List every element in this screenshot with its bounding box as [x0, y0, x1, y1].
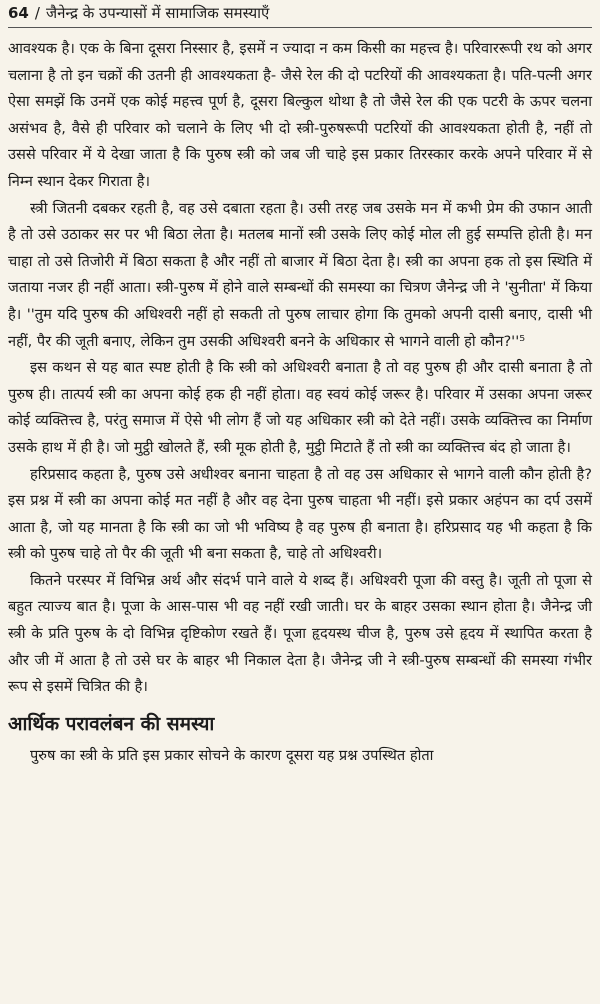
book-title: जैनेन्द्र के उपन्यासों में सामाजिक समस्याएँ — [45, 4, 270, 22]
header-separator: / — [34, 4, 40, 22]
section-heading: आर्थिक परावलंबन की समस्या — [8, 712, 215, 735]
running-header — [8, 0, 592, 28]
paragraph-3: इस कथन से यह बात स्पष्ट होती है कि स्त्री को अधिश्वरी बनाता है तो वह पुरुष ही और दासी बनाता है तो पुरुष ही। तात्पर्य स्त्री का अपना कोई हक ही नहीं होता। वह स्वयं कोई जरूर है। परिवार में उसका अपना जरूर कोई व्यक्तित्त्व है, परंतु समाज में ऐसे भी लोग हैं जो यह अधिकार स्त्री को देते नहीं। उसके व्यक्तित्त्व का निर्माण उसके हाथ में ही है। जो मुट्ठी खोलते हैं, स्त्री मूक होती है, मुट्ठी मिटाते हैं तो स्त्री का व्यक्तित्त्व बंद हो जाता है। — [8, 359, 592, 456]
paragraph-4: हरिप्रसाद कहता है, पुरुष उसे अधीश्वर बनाना चाहता है तो वह उस अधिकार से भागने वाली कौन होती है? इस प्रश्न में स्त्री का अपना कोई मत नहीं है और वह देना पुरुष चाहता भी नहीं। इसे प्रकार अहंपन का दर्प उसमें आता है, जो यह मानता है कि स्त्री का जो भी भविष्य है वह पुरुष ही बनाता है। हरिप्रसाद यह भी कहता है कि स्त्री को पुरुष चाहे तो पैर की जूती भी बना सकता है, चाहे तो अधिश्वरी। — [8, 465, 592, 563]
page-number: 64 — [8, 4, 29, 22]
paragraph-1: आवश्यक है। एक के बिना दूसरा निस्सार है, इसमें न ज्यादा न कम किसी का महत्त्व है। परिवाररूपी रथ को अगर चलाना है तो इन चक्रों की उतनी ही आवश्यकता है- जैसे रेल की दो पटरियों की आवश्यकता है। पति-पत्नी अगर ऐसा समझें कि उनमें एक कोई महत्त्व पूर्ण है, दूसरा बिल्कुल थोथा है तो जैसे रेल की एक पटरी के ऊपर चलना असंभव है, वैसे ही परिवार को चलाने के लिए भी दो स्त्री-पुरुषरूपी पटरियों की आवश्यकता होती है, नहीं तो उससे परिवार में ये देखा जाता है कि पुरुष स्त्री को जब जी चाहे इस प्रकार तिरस्कार करके अपने परिवार में से निम्न स्थान देकर गिराता है। — [8, 40, 592, 190]
section-paragraph: पुरुष का स्त्री के प्रति इस प्रकार सोचने के कारण दूसरा यह प्रश्न उपस्थित होता — [30, 746, 434, 764]
paragraph-5: कितने परस्पर में विभिन्न अर्थ और संदर्भ पाने वाले ये शब्द हैं। अधिश्वरी पूजा की वस्तु है। जूती तो पूजा से बहुत त्याज्य बात है। पूजा के आस-पास भी वह नहीं रखी जाती। घर के बाहर उसका स्थान होता है। जैनेन्द्र जी स्त्री के प्रति पुरुष के दो विभिन्न दृष्टिकोण रखते हैं। पूजा हृदयस्थ चीज है, पुरुष उसे हृदय में स्थापित करता है और जी में आता है तो उसे घर के बाहर भी निकाल देता है। जैनेन्द्र जी ने स्त्री-पुरुष सम्बन्धों की समस्या गंभीर रूप से इसमें चित्रित की है। — [8, 571, 592, 696]
paragraph-2: स्त्री जितनी दबकर रहती है, वह उसे दबाता रहता है। उसी तरह जब उसके मन में कभी प्रेम की उफान आती है तो उसे उठाकर सर पर भी बिठा लेता है। मतलब मानों स्त्री उसके लिए कोई मोल ली हुई सम्पत्ति होती है। मन चाहा तो उसे तिजोरी में बिठा सकता है और नहीं तो बाजार में बिठा देता है। स्त्री का अपना हक तो इस स्थिति में जताया नजर ही नहीं आता। स्त्री-पुरुष में होने वाले सम्बन्धों की समस्या का चित्रण जैनेन्द्र जी ने 'सुनीता' में किया है। ''तुम यदि पुरुष की अधिश्वरी नहीं हो सकती तो पुरुष लाचार होगा कि तुमको अपनी दासी बनाए, दासी भी नहीं, पैर की जूती बनाए, लेकिन तुम उसकी अधिश्वरी बनने के अधिकार से भागने वाली हो कौन?''⁵ — [8, 199, 592, 350]
